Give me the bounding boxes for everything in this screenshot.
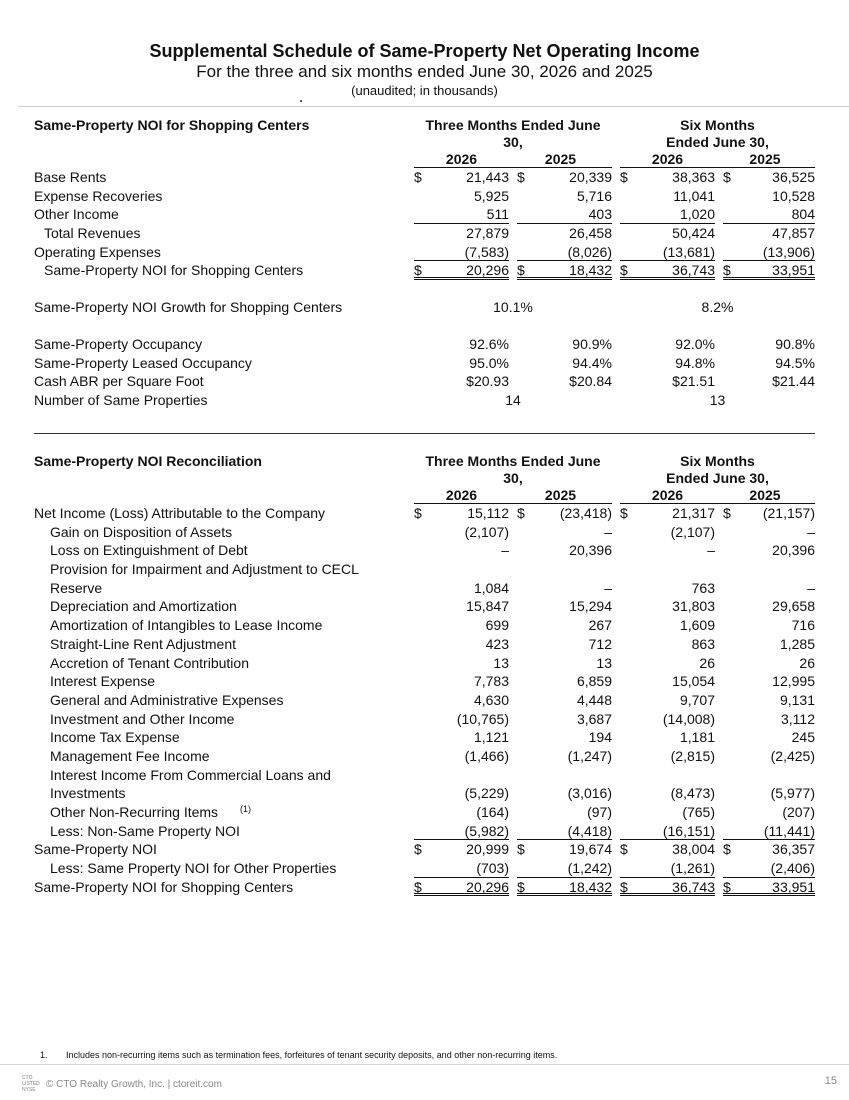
reconciliation-row [34, 672, 815, 691]
row-label: Provision for Impairment and Adjustment to CECL [50, 561, 359, 578]
subtotal-underline [517, 822, 612, 841]
value-cell: 7,783 [473, 673, 509, 690]
footnote-marker: (1) [240, 804, 251, 814]
subtotal-underline [414, 822, 509, 841]
value-cell: 26 [699, 654, 715, 671]
properties-six-months: 13 [709, 391, 726, 408]
section-header-row [34, 453, 815, 486]
value-cell: 1,609 [679, 617, 715, 634]
value-cell: (207) [782, 804, 815, 820]
value-cell: (1,261) [670, 860, 715, 877]
dollar-sign: $ [620, 262, 628, 279]
subtotal-underline [414, 243, 509, 262]
subtotal-underline [414, 859, 509, 878]
section-title: Same-Property NOI for Shopping Centers [34, 117, 310, 133]
row-label: Base Rents [34, 169, 107, 185]
header-divider [18, 106, 849, 107]
dollar-sign: $ [723, 169, 731, 185]
row-label: Interest Expense [50, 673, 156, 690]
footnote-text: Includes non-recurring items such as termination fees, forfeitures of tenant security deposits, and other non-recurring items. [66, 1050, 558, 1060]
value-cell: 36,357 [772, 841, 815, 858]
double-underline [620, 878, 715, 897]
dollar-sign: $ [517, 505, 525, 521]
dollar-sign: $ [723, 505, 731, 521]
spacer [34, 280, 815, 298]
double-underline [414, 878, 509, 897]
value-cell: (1,466) [464, 747, 509, 764]
year-header-row [34, 151, 815, 168]
value-cell: 11,041 [673, 187, 715, 204]
value-cell: 716 [791, 617, 815, 634]
noi-row [34, 205, 815, 224]
dollar-sign: $ [723, 878, 731, 895]
footer-divider [0, 1064, 849, 1065]
dollar-sign: $ [517, 841, 525, 858]
value-cell: 33,951 [772, 878, 815, 895]
value-cell: (14,008) [662, 710, 715, 727]
value-cell: 15,054 [672, 673, 715, 690]
value-cell: 36,743 [672, 878, 715, 895]
value-cell: 403 [588, 206, 612, 223]
value-cell: 20,296 [466, 262, 509, 279]
value-cell: (23,418) [559, 505, 612, 521]
value-cell: 267 [588, 617, 612, 634]
year-col-2: 2025 [509, 487, 612, 504]
value-cell: 804 [791, 206, 815, 223]
noi-row [34, 243, 815, 262]
value-cell: (13,681) [662, 243, 715, 260]
reconciliation-row [34, 803, 815, 822]
growth-label: Same-Property NOI Growth for Shopping Centers [34, 299, 343, 316]
value-cell: 20,396 [772, 542, 815, 559]
row-label: Income Tax Expense [50, 729, 180, 746]
dollar-sign: $ [620, 841, 628, 858]
subtotal-underline [517, 243, 612, 262]
row-label: Less: Same Property NOI for Other Properties [50, 860, 337, 877]
footnote [40, 1050, 557, 1060]
row-label: Expense Recoveries [34, 187, 163, 204]
value-cell: (2,425) [770, 747, 815, 764]
value-cell: 90.9% [572, 335, 612, 352]
row-label: Same-Property Leased Occupancy [34, 354, 252, 371]
value-cell: (1,242) [567, 860, 612, 877]
year-col-4: 2025 [715, 151, 815, 168]
value-cell: 1,020 [679, 206, 715, 223]
properties-three-months: 14 [505, 391, 521, 408]
value-cell: – [707, 542, 715, 559]
value-cell: 95.0% [469, 354, 509, 371]
value-cell: 21,317 [672, 505, 715, 521]
value-cell: 47,857 [772, 225, 815, 242]
row-label: Gain on Disposition of Assets [50, 523, 233, 540]
value-cell: 763 [691, 579, 715, 596]
noi-row [34, 187, 815, 206]
reconciliation-row [34, 616, 815, 635]
row-label: Same-Property NOI [34, 841, 157, 858]
dollar-sign: $ [620, 505, 628, 521]
properties-label: Number of Same Properties [34, 391, 208, 408]
dollar-sign: $ [723, 262, 731, 279]
dollar-sign: $ [620, 878, 628, 895]
value-cell: (10,765) [456, 710, 509, 727]
value-cell: (97) [587, 804, 612, 820]
value-cell: 1,121 [473, 729, 509, 746]
growth-three-months: 10.1% [493, 299, 533, 316]
row-label: Investments [50, 785, 126, 802]
reconciliation-row [34, 822, 815, 841]
page-title: Supplemental Schedule of Same-Property Net Operating Income [149, 41, 700, 61]
value-cell: 9,131 [779, 691, 815, 708]
value-cell: 245 [791, 729, 815, 746]
reconciliation-row [34, 728, 815, 747]
value-cell: 33,951 [772, 262, 815, 279]
logo-line: LISTED [22, 1081, 40, 1087]
value-cell: (13,906) [762, 243, 815, 260]
dollar-sign: $ [517, 169, 525, 185]
year-col-3: 2026 [620, 151, 715, 168]
section-header-row [34, 117, 815, 150]
value-cell: 3,112 [781, 710, 815, 727]
reconciliation-row [34, 541, 815, 560]
stat-row [34, 372, 815, 391]
noi-row [34, 168, 815, 187]
value-cell: 15,112 [467, 505, 509, 521]
value-cell: (1,247) [567, 747, 612, 764]
value-cell: 423 [485, 635, 509, 652]
year-col-3: 2026 [620, 487, 715, 504]
reconciliation-row [34, 523, 815, 542]
reconciliation-row [34, 840, 815, 859]
value-cell: 863 [691, 635, 715, 652]
noi-reconciliation-section [34, 453, 815, 896]
row-label: Same-Property Occupancy [34, 335, 203, 352]
value-cell: 18,432 [569, 878, 612, 895]
value-cell: $20.84 [569, 373, 612, 390]
value-cell: – [501, 542, 509, 559]
reconciliation-row [34, 691, 815, 710]
reconciliation-row [34, 878, 815, 897]
value-cell: 12,995 [772, 673, 815, 690]
value-cell: – [807, 579, 815, 596]
dollar-sign: $ [414, 505, 422, 521]
subtotal-underline [517, 859, 612, 878]
three-months-label: Three Months Ended June 30, [425, 453, 601, 486]
value-cell: 4,448 [576, 691, 612, 708]
header-spacer [34, 134, 815, 151]
row-label: Less: Non-Same Property NOI [50, 822, 240, 839]
value-cell: $21.44 [772, 373, 815, 390]
value-cell: (5,977) [770, 785, 815, 802]
value-cell: 31,803 [672, 598, 715, 615]
year-col-4: 2025 [715, 487, 815, 504]
stats-rows [34, 335, 815, 391]
value-cell: 36,525 [772, 169, 815, 185]
subtotal-underline [723, 822, 815, 841]
page-footer [22, 1075, 222, 1093]
row-label: Same-Property NOI for Shopping Centers [34, 878, 294, 895]
value-cell: (2,107) [670, 523, 715, 540]
dollar-sign: $ [414, 262, 422, 279]
value-cell: 15,847 [466, 598, 509, 615]
value-cell: 1,181 [679, 729, 715, 746]
reconciliation-row [34, 579, 815, 598]
reconciliation-rows [34, 504, 815, 896]
subtotal-underline [620, 822, 715, 841]
row-label: Other Income [34, 206, 119, 223]
noi-shopping-centers-section [34, 117, 815, 410]
value-cell: (8,473) [670, 785, 715, 802]
value-cell: (11,441) [763, 822, 815, 839]
value-cell: (21,157) [762, 505, 815, 521]
value-cell: $21.51 [672, 373, 715, 390]
row-label: Operating Expenses [34, 243, 161, 260]
year-col-1: 2026 [414, 151, 509, 168]
double-underline [723, 878, 815, 897]
dollar-sign: $ [517, 878, 525, 895]
dollar-sign: $ [414, 841, 422, 858]
value-cell: 511 [486, 206, 509, 223]
value-cell: (4,418) [567, 822, 612, 839]
row-label: Amortization of Intangibles to Lease Income [50, 617, 323, 634]
value-cell: 699 [485, 617, 509, 634]
value-cell: – [807, 523, 815, 540]
row-label: Depreciation and Amortization [50, 598, 237, 615]
reconciliation-row-label-line [34, 766, 815, 785]
three-months-label: Three Months Ended June 30, [425, 117, 601, 150]
year-col-1: 2026 [414, 487, 509, 504]
reconciliation-row [34, 654, 815, 673]
value-cell: (2,815) [670, 747, 715, 764]
spacer [34, 317, 815, 335]
noi-row [34, 224, 815, 243]
stray-dot [300, 100, 302, 102]
value-cell: 20,296 [466, 878, 509, 895]
value-cell: (5,982) [464, 822, 509, 839]
copyright-text: © CTO Realty Growth, Inc. | ctoreit.com [46, 1078, 222, 1090]
subtotal-underline [723, 243, 815, 262]
value-cell: 21,443 [466, 169, 509, 185]
subtotal-underline [517, 205, 612, 224]
footnote-number: 1. [40, 1050, 48, 1060]
row-label: Net Income (Loss) Attributable to the Company [34, 505, 326, 521]
value-cell: (3,016) [567, 785, 612, 802]
value-cell: 9,707 [679, 691, 715, 708]
value-cell: 20,396 [569, 542, 612, 559]
value-cell: 92.0% [675, 335, 715, 352]
year-header-row [34, 487, 815, 504]
value-cell: 15,294 [569, 598, 612, 615]
value-cell: 5,925 [473, 187, 509, 204]
reconciliation-row [34, 597, 815, 616]
value-cell: 18,432 [569, 262, 612, 279]
value-cell: (164) [476, 804, 509, 820]
value-cell: (7,583) [464, 243, 509, 260]
reconciliation-row [34, 635, 815, 654]
value-cell: 50,424 [672, 225, 715, 242]
unit-note: (unaudited; in thousands) [351, 83, 498, 98]
value-cell: 3,687 [576, 710, 612, 727]
subtotal-underline [620, 859, 715, 878]
value-cell: 1,084 [473, 579, 509, 596]
value-cell: 1,285 [779, 635, 815, 652]
value-cell: 94.5% [775, 354, 815, 371]
section-title: Same-Property NOI Reconciliation [34, 453, 262, 469]
value-cell: – [604, 523, 612, 540]
row-label: Interest Income From Commercial Loans and [50, 766, 331, 783]
subtotal-underline [620, 205, 715, 224]
value-cell: 19,674 [569, 841, 612, 858]
value-cell: (5,229) [464, 785, 509, 802]
value-cell: 94.8% [675, 354, 715, 371]
report-header [0, 40, 849, 100]
reconciliation-row [34, 710, 815, 729]
value-cell: 38,363 [672, 169, 715, 185]
dollar-sign: $ [517, 262, 525, 279]
page-number: 15 [824, 1075, 837, 1087]
growth-six-months: 8.2% [701, 299, 734, 316]
six-months-label: Six Months Ended June 30, [666, 453, 769, 486]
double-underline [517, 878, 612, 897]
dollar-sign: $ [620, 169, 628, 185]
row-label: Total Revenues [44, 225, 141, 242]
double-underline [414, 261, 509, 280]
noi-rows [34, 168, 815, 280]
dollar-sign: $ [414, 169, 422, 185]
reconciliation-row-label-line [34, 560, 815, 579]
page-subtitle: For the three and six months ended June 30, 2026 and 2025 [196, 62, 653, 81]
value-cell: 26,458 [569, 225, 612, 242]
row-label: Accretion of Tenant Contribution [50, 654, 249, 671]
value-cell: – [604, 579, 612, 596]
row-label: Management Fee Income [50, 747, 210, 764]
value-cell: 29,658 [772, 598, 815, 615]
value-cell: (2,107) [464, 523, 509, 540]
row-label: General and Administrative Expenses [50, 691, 284, 708]
value-cell: (16,151) [662, 822, 715, 839]
value-cell: 4,630 [473, 691, 509, 708]
value-cell: (2,406) [770, 860, 815, 877]
value-cell: 26 [799, 654, 815, 671]
row-label: Investment and Other Income [50, 710, 235, 727]
value-cell: 94.4% [572, 354, 612, 371]
properties-row [34, 391, 815, 410]
stat-row [34, 354, 815, 373]
value-cell: 20,339 [569, 169, 612, 185]
row-label: Other Non-Recurring Items [50, 804, 219, 820]
value-cell: 13 [493, 654, 509, 671]
reconciliation-row [34, 784, 815, 803]
header-spacer [34, 470, 815, 487]
noi-row [34, 261, 815, 280]
year-col-2: 2025 [509, 151, 612, 168]
reconciliation-row [34, 504, 815, 523]
dollar-sign: $ [723, 841, 731, 858]
value-cell: 92.6% [469, 335, 509, 352]
value-cell: 13 [596, 654, 612, 671]
value-cell: 36,743 [672, 262, 715, 279]
value-cell: 90.8% [775, 335, 815, 352]
logo-line: CTO [22, 1075, 33, 1081]
cto-logo [22, 1075, 42, 1093]
double-underline [517, 261, 612, 280]
value-cell: $20.93 [466, 373, 509, 390]
value-cell: (8,026) [567, 243, 612, 260]
value-cell: 6,859 [576, 673, 612, 690]
subtotal-underline [723, 205, 815, 224]
dollar-sign: $ [414, 878, 422, 895]
growth-row [34, 298, 815, 317]
row-label: Same-Property NOI for Shopping Centers [44, 262, 304, 279]
double-underline [723, 261, 815, 280]
stat-row [34, 335, 815, 354]
subtotal-underline [414, 205, 509, 224]
value-cell: 20,999 [466, 841, 509, 858]
row-label: Straight-Line Rent Adjustment [50, 635, 236, 652]
reconciliation-row [34, 859, 815, 878]
value-cell: 27,879 [466, 225, 509, 242]
row-label: Loss on Extinguishment of Debt [50, 542, 248, 559]
value-cell: 5,716 [576, 187, 612, 204]
subtotal-underline [620, 243, 715, 262]
logo-line: NYSE [22, 1087, 36, 1093]
value-cell: (703) [476, 860, 509, 877]
row-label: Cash ABR per Square Foot [34, 373, 204, 390]
double-underline [620, 261, 715, 280]
section-divider [34, 433, 815, 434]
value-cell: 38,004 [672, 841, 715, 858]
value-cell: 10,528 [772, 187, 815, 204]
six-months-label: Six Months Ended June 30, [666, 117, 769, 150]
value-cell: 194 [588, 729, 612, 746]
reconciliation-row [34, 747, 815, 766]
value-cell: (765) [682, 804, 715, 820]
row-label: Reserve [50, 579, 103, 596]
subtotal-underline [723, 859, 815, 878]
value-cell: 712 [588, 635, 612, 652]
